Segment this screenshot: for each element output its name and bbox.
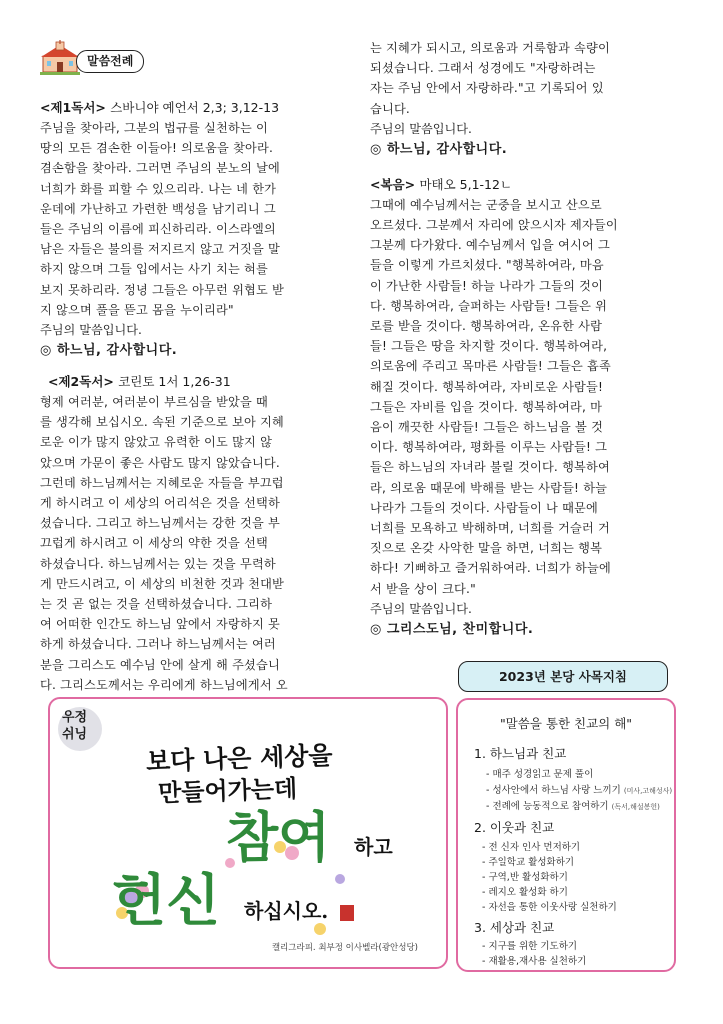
text-line: 음이 깨끗한 사람들! 그들은 하느님을 볼 것 [370,420,604,435]
policy-motto: "말씀을 통한 친교의 해" [499,716,633,731]
second-reading-response: ◎ 하느님, 감사합니다. [370,141,508,157]
second-reading-text [40,392,358,695]
second-reading-ref: 코린토 1서 1,26-31 [118,374,231,390]
policy-section-heading: 1. 하느님과 친교 [474,746,567,761]
callig-line2: 만들어가는데 [157,773,298,808]
policy-item-note: (미사,고해성사) [623,787,673,795]
text-line: 의로움에 주리고 목마른 사람들! 그들은 흡족 [370,359,611,374]
text-line: 습니다. [370,101,410,116]
first-reading-response: ◎ 하느님, 감사합니다. [40,343,178,359]
text-line: 주님을 찾아라, 그분의 법규를 실천하는 이 [40,121,268,135]
text-line: 다. 그리스도께서는 우리에게 하느님에게서 오 [40,677,288,692]
text-line: 로운 이가 많지 않았고 유력한 이도 많지 않 [40,435,273,450]
text-line: 들은 하느님의 자녀라 불릴 것이다. 행복하여 [370,460,610,475]
gospel-title [370,175,688,195]
text-line: 그들은 자비를 입을 것이다. 행복하여라, 마 [370,399,603,414]
first-reading-ref: 스바니야 예언서 2,3; 3,12-13 [110,100,280,115]
policy-item: - 주일학교 활성화하기 [482,857,575,868]
gospel-label: <복음> [370,176,416,192]
text-line: 끄럽게 하시려고 이 세상의 약한 것을 선택 [40,536,268,551]
text-line: 짓으로 온갖 사악한 말을 하면, 너희는 행복 [370,541,603,556]
text-line: 게 만드시려고, 이 세상의 비천한 것과 천대받 [40,576,285,591]
text-line: 았으며 가문이 좋은 사람도 많지 않았습니다. [40,455,280,470]
policy-item: - 지구를 위한 기도하기 [482,941,578,952]
text-line: 운데에 가난하고 가련한 백성을 남기리니 그 [40,201,276,216]
text-line: 라, 의로움 때문에 박해를 받는 사람들! 하늘 [370,480,608,495]
text-line: 땅의 모든 겸손한 이들아! 의로움을 찾아라. [40,141,274,156]
text-line: 남은 자들은 불의를 저지르지 않고 거짓을 말 [40,242,280,257]
right-column [370,38,688,641]
policy-item-note: (독서,해설봉헌) [611,803,660,811]
gospel-text [370,195,688,599]
gospel-ref: 마태오 5,1-12ㄴ [419,176,513,192]
second-reading-title [40,372,358,392]
text-line: 여 어떠한 인간도 하느님 앞에서 자랑하지 못 [40,617,280,632]
text-line: 형제 여러분, 여러분이 부르심을 받았을 때 [40,395,268,410]
callig-big-devotion: 헌신 [112,868,221,934]
text-line: 하게 하셨습니다. 그러나 하느님께서는 여러 [40,637,276,652]
policy-title: 2023년 본당 사목지침 [458,661,668,692]
text-line: 로를 받을 것이다. 행복하여라, 온유한 사람 [370,319,603,334]
text-line: 겸손함을 찾아라. 그러면 주님의 분노의 날에 [40,161,280,176]
text-line: 오르셨다. 그분께서 자리에 앉으시자 제자들이 [370,218,618,233]
text-line: 자는 주님 안에서 자랑하라."고 기록되어 있 [370,81,604,96]
policy-item: - 매주 성경읽고 문제 풀이 [486,769,594,780]
policy-section-heading: 3. 세상과 친교 [474,920,555,935]
second-reading-label: <제2독서> [48,374,114,390]
text-line: 분을 그리스도 예수님 안에 살게 해 주셨습니 [40,657,280,672]
second-reading-closing: 주님의 말씀입니다. [370,121,472,136]
callig-big-participate: 참여 [226,805,331,869]
text-line: 셨습니다. 그리고 하느님께서는 강한 것을 부 [40,516,280,531]
second-reading-continued [370,38,688,119]
text-line: 들을 이렇게 가르치셨다. "행복하여라, 마음 [370,258,604,273]
callig-suffix-please: 하십시오. [244,899,329,923]
text-line: 는 지혜가 되시고, 의로움과 거룩함과 속량이 [370,41,610,55]
church-icon [40,40,80,76]
text-line: 하셨습니다. 하느님께서는 있는 것을 무력하 [40,556,276,571]
text-line: 서 받을 상이 크다." [370,581,476,596]
policy-item: - 자선을 통한 이웃사랑 실천하기 [482,902,617,913]
calligraphy-credit: 캘리그라피. 최부정 이사벨라(광안성당) [271,943,418,953]
text-line: 들! 그들은 땅을 차지할 것이다. 행복하여라, [370,339,608,354]
text-line: 그분께 다가왔다. 예수님께서 입을 여시어 그 [370,238,610,253]
gospel-response: ◎ 그리스도님, 찬미합니다. [370,621,534,637]
text-line: 지 않으며 풀을 뜯고 몸을 누이리라" [40,302,234,317]
text-line: 그때에 예수님께서는 군중을 보시고 산으로 [370,197,602,212]
first-reading-text [40,118,358,320]
left-column [40,98,358,695]
text-line: 들은 주님의 이름에 피신하리라. 이스라엘의 [40,222,276,237]
text-line: 하다! 기뻐하고 즐거워하여라. 너희가 하늘에 [370,561,611,576]
policy-item: - 성사안에서 하느님 사랑 느끼기 (미사,고해성사) [486,785,673,796]
gospel-closing: 주님의 말씀입니다. [370,601,472,616]
policy-item: - 전례에 능동적으로 참여하기 (독서,해설봉헌) [486,801,660,812]
text-line: 되셨습니다. 그래서 성경에도 "자랑하려는 [370,61,596,76]
text-line: 는 것 곧 없는 것을 선택하셨습니다. 그리하 [40,597,273,612]
policy-item: - 전 신자 인사 먼저하기 [482,842,581,853]
text-line: 너희가 화를 피할 수 있으리라. 나는 네 한가 [40,181,277,196]
stamp-text: 우정 쉬닝 [62,710,88,742]
text-line: 를 생각해 보십시오. 속된 기준으로 보아 지혜 [40,415,285,430]
callig-suffix-and: 하고 [354,835,393,859]
policy-item: - 레지오 활성화 하기 [482,887,568,898]
seal-icon [340,905,354,921]
first-reading-label: <제1독서> [40,100,106,115]
policy-box [456,698,676,972]
policy-section-heading: 2. 이웃과 친교 [474,820,555,835]
policy-item: - 재활용,재사용 실천하기 [482,956,587,967]
first-reading-closing: 주님의 말씀입니다. [40,323,142,338]
text-line: 다. 행복하여라, 슬퍼하는 사람들! 그들은 위 [370,298,608,313]
section-header [40,40,160,76]
text-line: 보지 못하리라. 정녕 그들은 아무런 위협도 받 [40,282,285,297]
text-line: 하지 않으며 그들 입에서는 사기 치는 혀를 [40,262,268,277]
calligraphy-box [48,697,448,969]
first-reading-title [40,98,358,118]
text-line: 이 가난한 사람들! 하늘 나라가 그들의 것이 [370,278,604,293]
policy-item: - 구역,반 활성화하기 [482,872,568,883]
text-line: 나라가 그들의 것이다. 사람들이 나 때문에 [370,500,598,515]
text-line: 이다. 행복하여라, 평화를 이루는 사람들! 그 [370,440,608,455]
header-title: 말씀전례 [76,50,144,73]
text-line: 그런데 하느님께서는 지혜로운 자들을 부끄럽 [40,475,284,490]
text-line: 게 하시려고 이 세상의 어리석은 것을 선택하 [40,496,280,511]
text-line: 너희를 모욕하고 박해하며, 너희를 거슬러 거 [370,521,610,536]
callig-line1: 보다 나은 세상을 [145,740,333,777]
text-line: 해질 것이다. 행복하여라, 자비로운 사람들! [370,379,604,394]
